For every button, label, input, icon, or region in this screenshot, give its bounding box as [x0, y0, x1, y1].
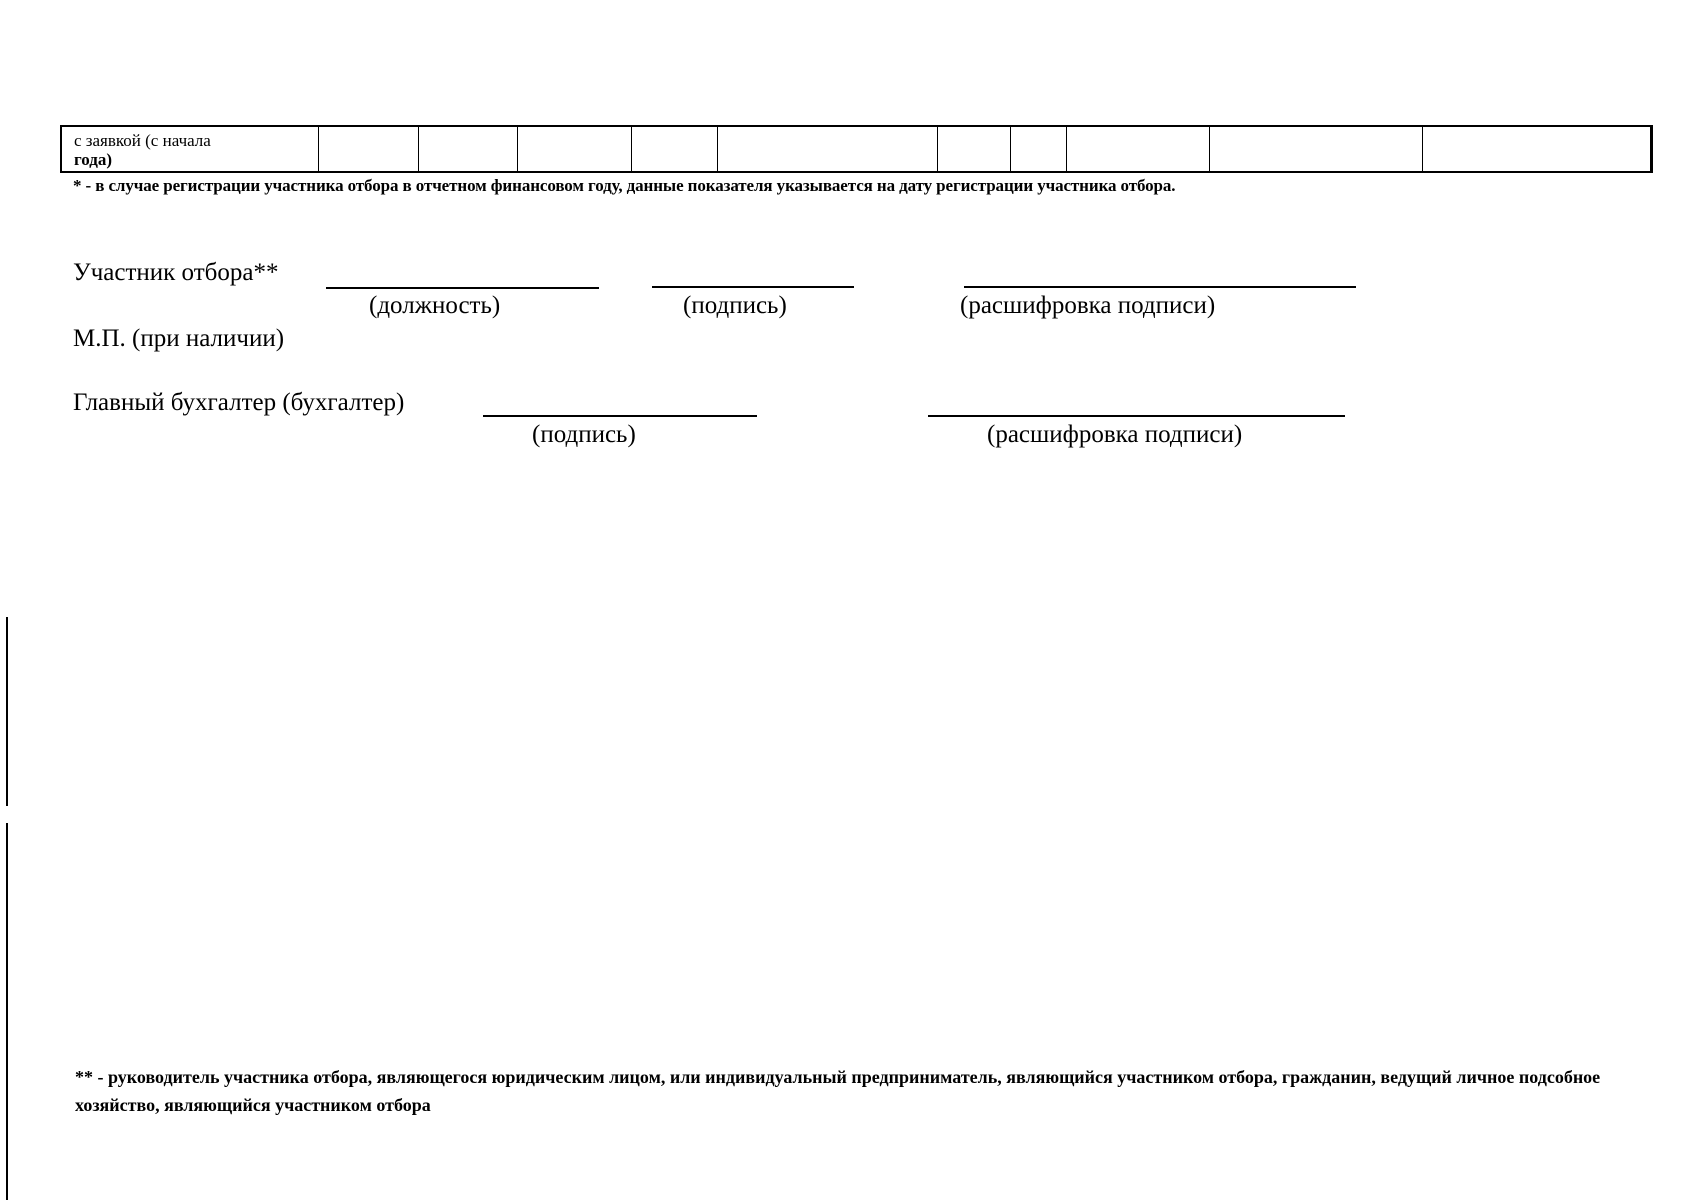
table-cell-line-2: года)	[74, 150, 113, 169]
signature-decoding-line	[964, 286, 1356, 288]
table-cell	[1011, 127, 1067, 171]
table-cell	[718, 127, 938, 171]
footnote-2: ** - руководитель участника отбора, являющегося юридическим лицом, или индивидуальный предприниматель, являющийся участником отбора, гражданин, ведущий личное подсобное хозяйство, являющийся участником отбора	[75, 1067, 1601, 1115]
signature-caption: (подпись)	[683, 292, 787, 319]
position-line	[326, 287, 599, 289]
table-cell	[319, 127, 419, 171]
table-cell	[632, 127, 718, 171]
table-cell	[419, 127, 518, 171]
chief-accountant-label: Главный бухгалтер (бухгалтер)	[73, 389, 405, 416]
table-cell	[1067, 127, 1210, 171]
footnote-1: * - в случае регистрации участника отбора в отчетном финансовом году, данные показателя указывается на дату регистрации участника отбора.	[73, 176, 1176, 195]
data-table-row	[60, 125, 1653, 173]
table-cell-row-label	[62, 127, 319, 171]
stamp-note: М.П. (при наличии)	[73, 325, 285, 352]
scan-margin-line	[6, 617, 8, 806]
position-caption: (должность)	[369, 292, 501, 319]
signature-decoding-caption: (расшифровка подписи)	[960, 292, 1216, 319]
accountant-signature-line	[483, 415, 757, 417]
signature-line	[652, 286, 854, 288]
scan-margin-line	[6, 823, 8, 1200]
table-cell	[938, 127, 1011, 171]
accountant-decoding-caption: (расшифровка подписи)	[987, 421, 1243, 448]
accountant-decoding-line	[928, 415, 1345, 417]
table-cell	[518, 127, 632, 171]
table-cell	[1210, 127, 1423, 171]
accountant-signature-caption: (подпись)	[532, 421, 636, 448]
table-cell-line-1: с заявкой (с начала	[74, 131, 211, 150]
table-cell	[1423, 127, 1650, 171]
participant-label: Участник отбора**	[73, 259, 279, 286]
